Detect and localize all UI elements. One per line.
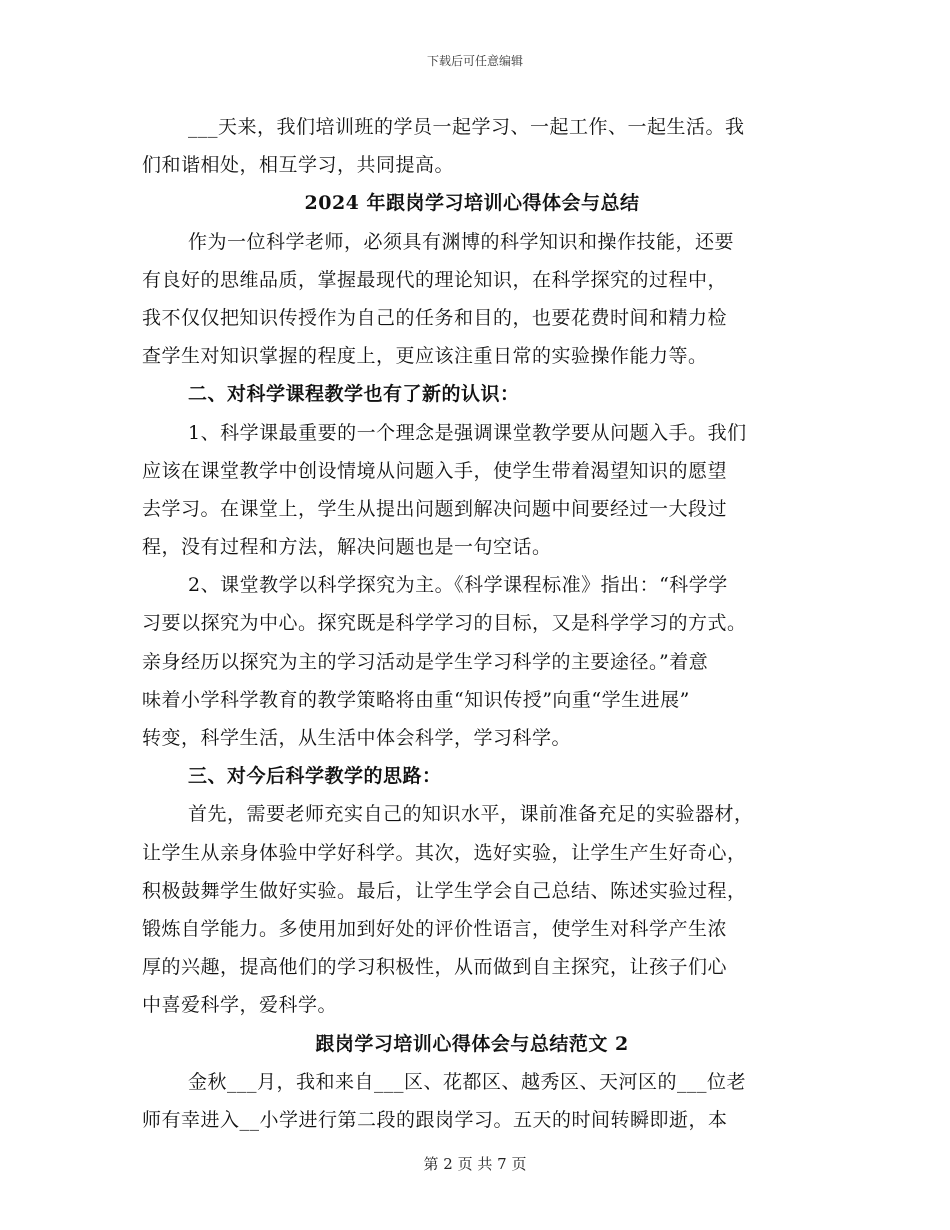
paragraph-line: 查学生对知识掌握的程度上，更应该注重日常的实验操作能力等。: [142, 345, 708, 368]
paragraph-line: 中喜爱科学，爱科学。: [142, 994, 338, 1017]
paragraph-line: 应该在课堂教学中创设情境从问题入手，使学生带着渴望知识的愿望: [142, 459, 728, 482]
paragraph-line: 味着小学科学教育的教学策略将由重“知识传授”向重“学生进展”: [142, 688, 690, 711]
paragraph-line: 们和谐相处，相互学习，共同提高。: [142, 154, 455, 177]
paragraph-line: 有良好的思维品质，掌握最现代的理论知识，在科学探究的过程中，: [142, 268, 728, 291]
subsection-heading: 三、对今后科学教学的思路：: [188, 765, 442, 788]
page-footer: 第 2 页 共 7 页: [423, 1155, 527, 1173]
paragraph-line: 我不仅仅把知识传授作为自己的任务和目的，也要花费时间和精力检: [142, 306, 728, 329]
paragraph-line: 作为一位科学老师，必须具有渊博的科学知识和操作技能，还要: [188, 230, 735, 253]
paragraph-line: 金秋___月，我和来自___区、花都区、越秀区、天河区的___位老: [188, 1070, 747, 1093]
paragraph-line: ___天来，我们培训班的学员一起学习、一起工作、一起生活。我: [188, 116, 745, 138]
subsection-heading: 二、对科学课程教学也有了新的认识：: [188, 383, 520, 406]
paragraph-line: 师有幸进入__小学进行第二段的跟岗学习。五天的时间转瞬即逝，本: [142, 1108, 728, 1131]
paragraph-line: 2、课堂教学以科学探究为主。《科学课程标准》指出：“科学学: [188, 574, 728, 597]
section-title: 跟岗学习培训心得体会与总结范文 2: [315, 1032, 629, 1055]
paragraph-line: 1、科学课最重要的一个理念是强调课堂教学要从问题入手。我们: [188, 421, 747, 444]
paragraph-line: 让学生从亲身体验中学好科学。其次，选好实验，让学生产生好奇心，: [142, 841, 747, 864]
paragraph-line: 厚的兴趣，提高他们的学习积极性，从而做到自主探究，让孩子们心: [142, 956, 728, 979]
paragraph-line: 积极鼓舞学生做好实验。最后，让学生学会自己总结、陈述实验过程，: [142, 879, 747, 902]
paragraph-line: 去学习。在课堂上，学生从提出问题到解决问题中间要经过一大段过: [142, 497, 728, 520]
page-header: 下载后可任意编辑: [426, 54, 523, 68]
paragraph-line: 首先，需要老师充实自己的知识水平，课前准备充足的实验器材，: [188, 803, 754, 826]
paragraph-line: 亲身经历以探究为主的学习活动是学生学习科学的主要途径。”着意: [142, 650, 709, 673]
paragraph-line: 程，没有过程和方法，解决问题也是一句空话。: [142, 536, 552, 559]
section-title: 2024 年跟岗学习培训心得体会与总结: [304, 192, 640, 215]
paragraph-line: 锻炼自学能力。多使用加到好处的评价性语言，使学生对科学产生浓: [142, 917, 728, 940]
document-body: [142, 108, 802, 1139]
paragraph-line: 习要以探究为中心。探究既是科学学习的目标，又是科学学习的方式。: [142, 612, 747, 635]
paragraph-line: 转变，科学生活，从生活中体会科学，学习科学。: [142, 727, 572, 749]
